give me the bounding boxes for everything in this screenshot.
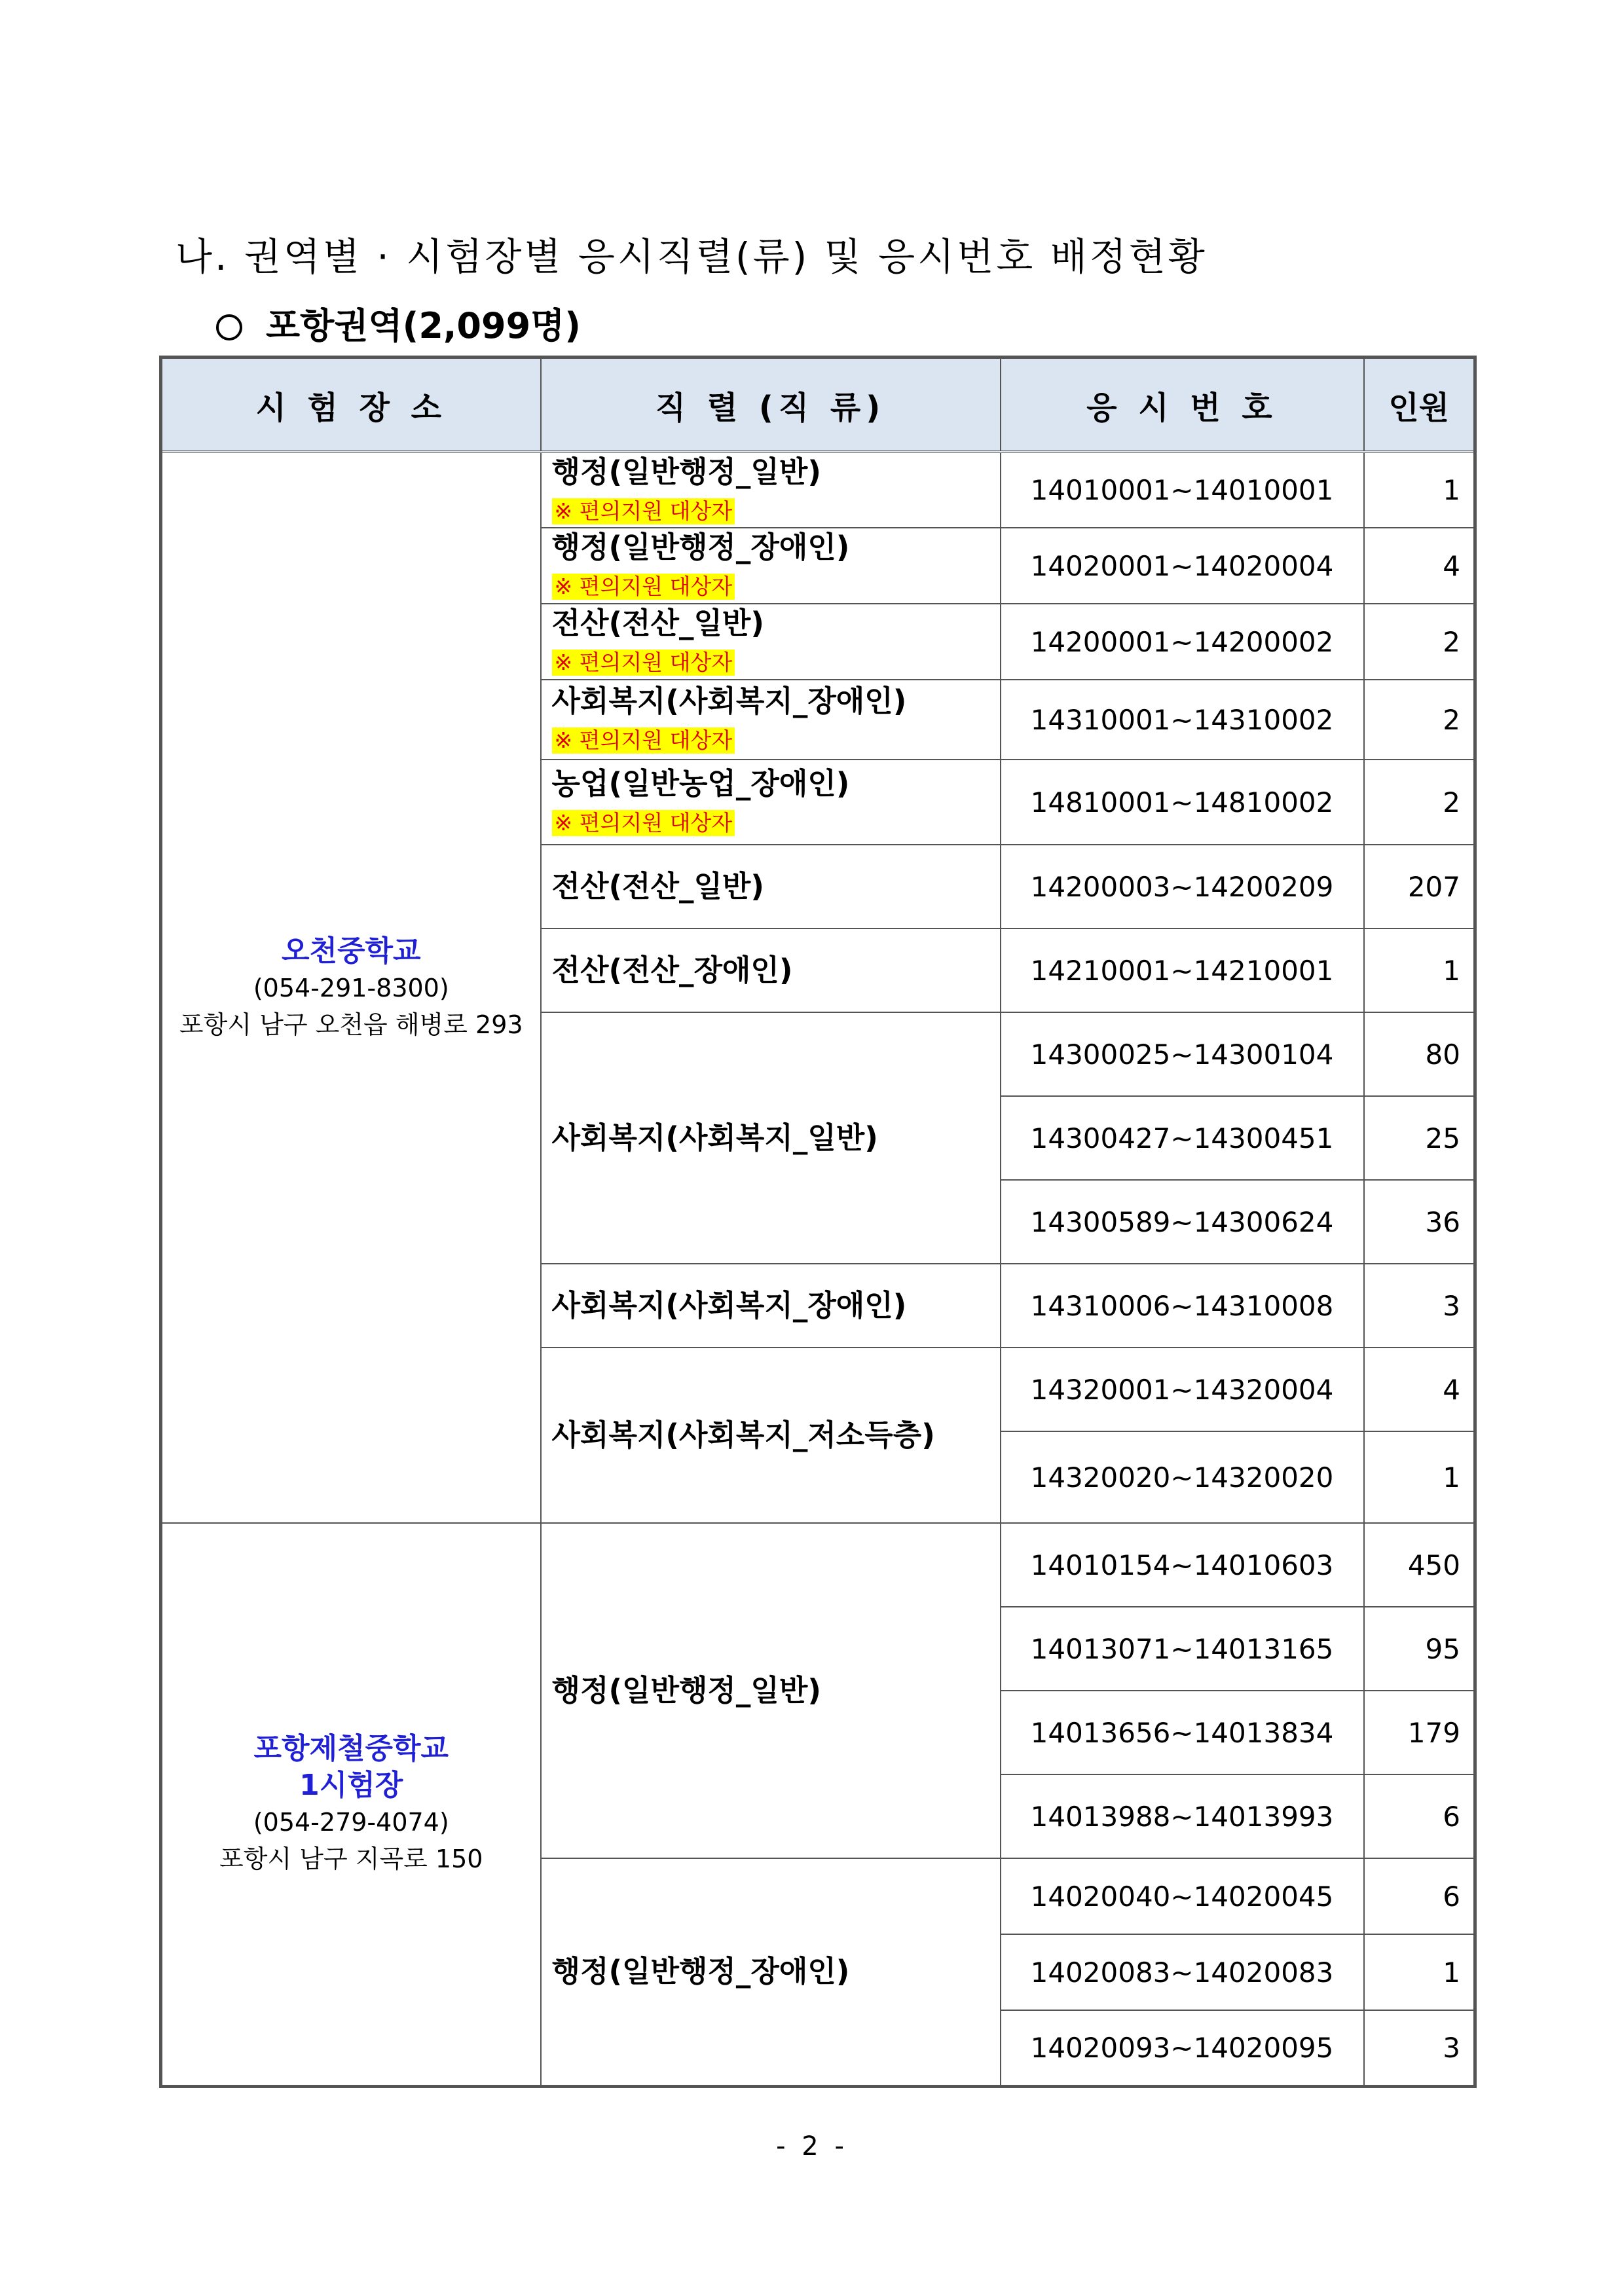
header-exam-site: 시 험 장 소: [161, 358, 541, 452]
headcount-cell: 179: [1364, 1691, 1475, 1774]
section-heading: 나. 권역별 · 시험장별 응시직렬(류) 및 응시번호 배정현황: [175, 234, 1208, 279]
table-row: [161, 1523, 1475, 1607]
headcount-cell: 4: [1364, 528, 1475, 604]
table-row: [161, 452, 1475, 528]
exam-number-cell: 14200003~14200209: [1001, 845, 1364, 928]
headcount-cell: 6: [1364, 1858, 1475, 1934]
exam-number-cell: 14010001~14010001: [1001, 452, 1364, 528]
exam-number-cell: 14210001~14210001: [1001, 928, 1364, 1012]
exam-number-cell: 14310001~14310002: [1001, 680, 1364, 760]
job-cell: [541, 604, 1001, 680]
headcount-cell: 1: [1364, 452, 1475, 528]
job-cell: [541, 528, 1001, 604]
exam-site-cell: [161, 1523, 541, 2086]
job-cell: 행정(일반행정_일반): [541, 1523, 1001, 1858]
region-title: 포항권역(2,099명): [266, 305, 581, 346]
exam-site-cell: [161, 452, 541, 1523]
headcount-cell: 25: [1364, 1096, 1475, 1180]
accommodation-note: ※ 편의지원 대상자: [552, 498, 735, 524]
exam-number-cell: 14020001~14020004: [1001, 528, 1364, 604]
headcount-cell: 3: [1364, 1264, 1475, 1348]
exam-number-cell: 14310006~14310008: [1001, 1264, 1364, 1348]
headcount-cell: 4: [1364, 1348, 1475, 1431]
headcount-cell: 3: [1364, 2010, 1475, 2086]
exam-site-phone: (054-291-8300): [253, 973, 449, 1002]
headcount-cell: 1: [1364, 1934, 1475, 2010]
accommodation-note: ※ 편의지원 대상자: [552, 574, 735, 600]
exam-number-cell: 14300589~14300624: [1001, 1180, 1364, 1264]
exam-site-address: 포항시 남구 지곡로 150: [219, 1845, 483, 1874]
job-label: 사회복지(사회복지_장애인): [551, 684, 907, 718]
job-label: 농업(일반농업_장애인): [551, 766, 850, 801]
job-cell: 행정(일반행정_장애인): [541, 1858, 1001, 2086]
exam-number-cell: 14020040~14020045: [1001, 1858, 1364, 1934]
headcount-cell: 1: [1364, 1431, 1475, 1523]
job-cell: 사회복지(사회복지_저소득층): [541, 1348, 1001, 1523]
header-exam-number: 응 시 번 호: [1001, 358, 1364, 452]
exam-site-address: 포항시 남구 오천읍 해병로 293: [179, 1010, 523, 1039]
headcount-cell: 2: [1364, 604, 1475, 680]
exam-number-cell: 14013988~14013993: [1001, 1774, 1364, 1858]
header-headcount: 인원: [1364, 358, 1475, 452]
exam-number-cell: 14020083~14020083: [1001, 1934, 1364, 2010]
accommodation-note: ※ 편의지원 대상자: [552, 810, 735, 836]
headcount-cell: 36: [1364, 1180, 1475, 1264]
job-cell: [541, 452, 1001, 528]
job-label: 전산(전산_일반): [551, 606, 764, 640]
exam-site-phone: (054-279-4074): [253, 1808, 449, 1837]
headcount-cell: 1: [1364, 928, 1475, 1012]
job-cell: 전산(전산_일반): [541, 845, 1001, 928]
exam-number-cell: 14020093~14020095: [1001, 2010, 1364, 2086]
table-header-row: [161, 358, 1475, 452]
headcount-cell: 80: [1364, 1012, 1475, 1096]
page-number: - 2 -: [776, 2131, 848, 2161]
headcount-cell: 2: [1364, 760, 1475, 845]
exam-number-cell: 14300427~14300451: [1001, 1096, 1364, 1180]
exam-site-name: 포항제철중학교: [253, 1732, 449, 1766]
exam-assignment-table: [159, 356, 1477, 2088]
job-cell: 사회복지(사회복지_장애인): [541, 1264, 1001, 1348]
exam-number-cell: 14300025~14300104: [1001, 1012, 1364, 1096]
exam-number-cell: 14320020~14320020: [1001, 1431, 1364, 1523]
header-job-series: 직 렬 (직 류): [541, 358, 1001, 452]
headcount-cell: 6: [1364, 1774, 1475, 1858]
job-cell: 전산(전산_장애인): [541, 928, 1001, 1012]
headcount-cell: 95: [1364, 1607, 1475, 1691]
job-label: 행정(일반행정_일반): [551, 454, 821, 489]
exam-number-cell: 14320001~14320004: [1001, 1348, 1364, 1431]
job-cell: [541, 760, 1001, 845]
exam-number-cell: 14200001~14200002: [1001, 604, 1364, 680]
headcount-cell: 2: [1364, 680, 1475, 760]
accommodation-note: ※ 편의지원 대상자: [552, 727, 735, 754]
headcount-cell: 207: [1364, 845, 1475, 928]
job-cell: [541, 680, 1001, 760]
exam-number-cell: 14010154~14010603: [1001, 1523, 1364, 1607]
exam-number-cell: 14013656~14013834: [1001, 1691, 1364, 1774]
exam-site-room: 1시험장: [299, 1769, 403, 1803]
accommodation-note: ※ 편의지원 대상자: [552, 650, 735, 676]
region-heading: [216, 298, 581, 348]
exam-site-name: 오천중학교: [281, 934, 421, 968]
job-label: 행정(일반행정_장애인): [551, 530, 850, 564]
circle-icon: [216, 314, 242, 340]
exam-number-cell: 14810001~14810002: [1001, 760, 1364, 845]
job-cell: 사회복지(사회복지_일반): [541, 1012, 1001, 1264]
exam-number-cell: 14013071~14013165: [1001, 1607, 1364, 1691]
headcount-cell: 450: [1364, 1523, 1475, 1607]
